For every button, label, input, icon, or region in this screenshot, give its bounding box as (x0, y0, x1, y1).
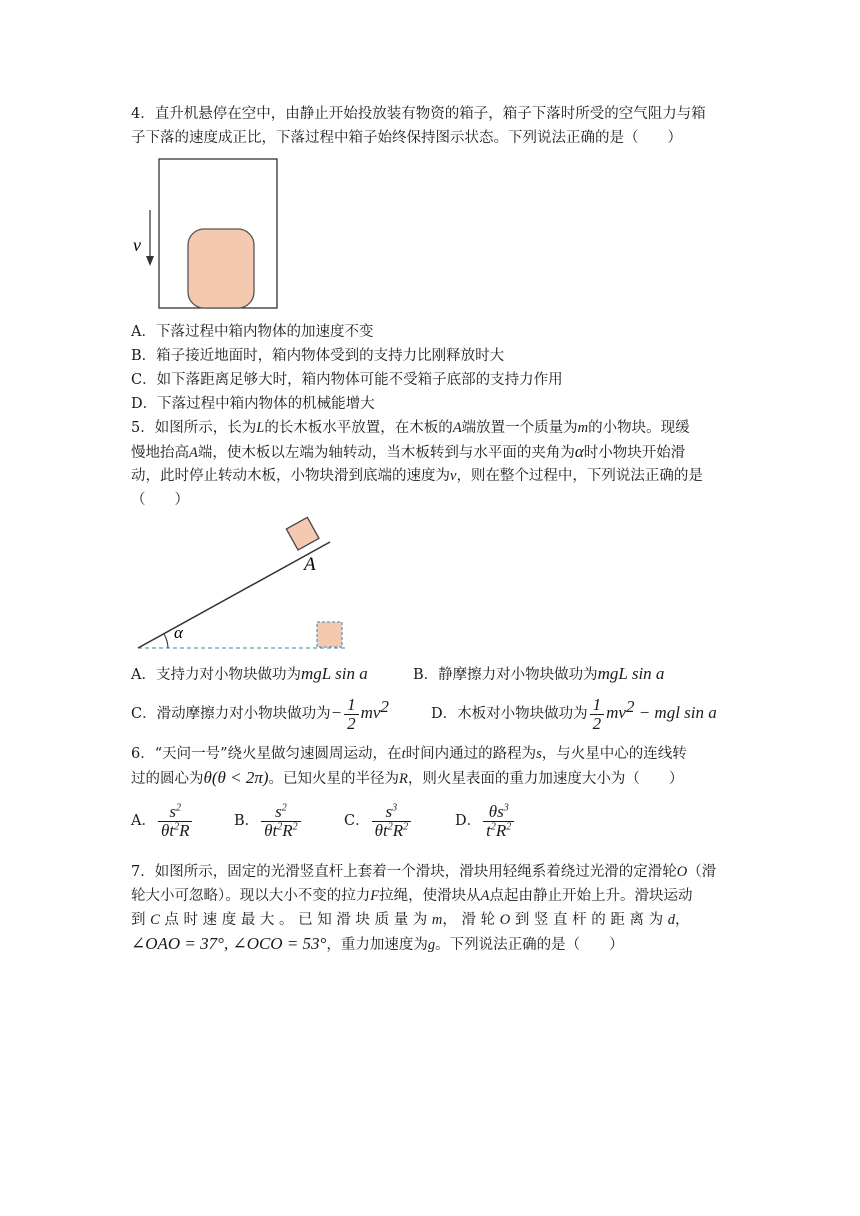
q5-option-a: A．支持力对小物块做功为mgL sin a (131, 664, 368, 683)
q6-option-b: B． $\frac{s^2}{\theta t^2R^2}$ (234, 800, 303, 842)
q7-stem-line1: 7．如图所示，固定的光滑竖直杆上套着一个滑块，滑块用轻绳系着绕过光滑的定滑轮O（滑 (131, 864, 717, 880)
inclined-board (138, 542, 330, 648)
block-on-board (286, 517, 319, 550)
q6-stem-line2: 过的圆心为θ(θ < 2π)。已知火星的半径为R，则火星表面的重力加速度大小为（ ） (131, 768, 684, 787)
q5-option-c: C．滑动摩擦力对小物块做功为− $\frac{1}{2}$ $mv^2$ (131, 694, 389, 733)
q4-option-b: B．箱子接近地面时，箱内物体受到的支持力比刚释放时大 (131, 348, 505, 364)
q4-stem-line1: 4．直升机悬停在空中，由静止开始投放装有物资的箱子，箱子下落时所受的空气阻力与箱 (131, 106, 706, 122)
q5-option-b: B．静摩擦力对小物块做功为mgL sin a (413, 664, 665, 683)
q4-option-d: D．下落过程中箱内物体的机械能增大 (131, 396, 375, 412)
velocity-label: v (133, 235, 141, 255)
angle-label: α (174, 623, 183, 642)
block-at-bottom (317, 622, 342, 647)
q5-stem-line2: 慢地抬高A端，使木板以左端为轴转动，当木板转到与水平面的夹角为α时小物块开始滑 (131, 442, 686, 461)
q6-option-c: C． $\frac{s^3}{\theta t^2R^2}$ (344, 800, 413, 842)
q5-stem-line1: 5．如图所示，长为L的长木板水平放置，在木板的A端放置一个质量为m的小物块。现缓 (131, 420, 690, 436)
angle-arc (164, 634, 168, 648)
q4-stem-line2: 子下落的速度成正比，下落过程中箱子始终保持图示状态。下列说法正确的是（ ） (131, 130, 682, 146)
q7-stem-line3: 到 C 点 时 速 度 最 大 。 已 知 滑 块 质 量 为 m， 滑 轮 O 到 竖 直 杆 的 距 离 为 d， (131, 912, 690, 928)
q5-option-d: D．木板对小物块做功为 $\frac{1}{2}$ $mv^2$ − mgl sin a (431, 694, 717, 733)
point-a-label: A (304, 554, 316, 575)
q6-stem-line1: 6．“天问一号”绕火星做匀速圆周运动，在t时间内通过的路程为s，与火星中心的连线转 (131, 746, 687, 762)
q5-figure (130, 512, 360, 652)
q4-figure (130, 158, 280, 310)
cargo-box (188, 229, 254, 308)
q5-stem-line3: 动，此时停止转动木板，小物块滑到底端的速度为v，则在整个过程中，下列说法正确的是 (131, 468, 703, 484)
q5-stem-line4: （ ） (131, 492, 189, 508)
q4-option-a: A．下落过程中箱内物体的加速度不变 (131, 324, 374, 340)
q7-stem-line2: 轮大小可忽略）。现以大小不变的拉力F拉绳，使滑块从A点起由静止开始上升。滑块运动 (131, 888, 693, 904)
velocity-arrowhead (146, 256, 154, 266)
q4-option-c: C．如下落距离足够大时，箱内物体可能不受箱子底部的支持力作用 (131, 372, 563, 388)
q6-option-d: D． $\frac{\theta s^3}{t^2R^2}$ (455, 800, 516, 842)
q6-option-a: A． $\frac{s^2}{\theta t^2R}$ (131, 800, 194, 842)
q7-stem-line4: ∠OAO = 37°, ∠OCO = 53°，重力加速度为g。下列说法正确的是（ ） (131, 934, 624, 953)
